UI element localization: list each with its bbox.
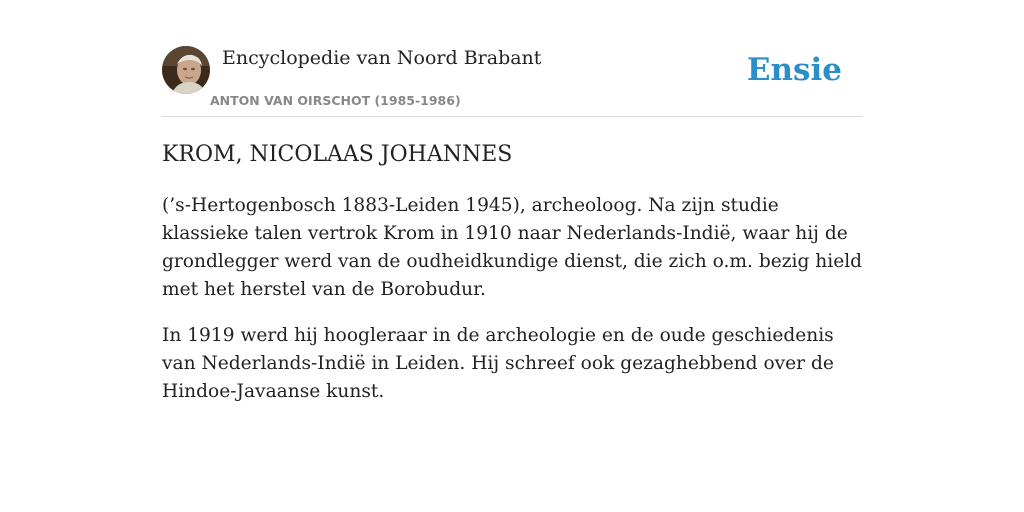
author-name[interactable]: ANTON VAN OIRSCHOT (1985-1986) [210, 93, 461, 108]
paragraph: In 1919 werd hij hoogleraar in de archeologie en de oude geschiedenis van Nederlands-Indië in Leiden. Hij schreef ook gezaghebbend over de Hindoe-Javaanse kunst. [162, 325, 834, 402]
paragraph: (’s-Hertogenbosch 1883-Leiden 1945), archeoloog. Na zijn studie klassieke talen vertrok Krom in 1910 naar Nederlands-Indië, waar hij de grondlegger werd van de oudheidkundige dienst, die zich o.m. bezig hield met het herstel van de Borobudur. [162, 195, 863, 300]
entry-body [162, 192, 867, 424]
author-avatar[interactable] [162, 46, 210, 94]
entry-title: KROM, NICOLAAS JOHANNES [162, 142, 513, 167]
source-title[interactable]: Encyclopedie van Noord Brabant [222, 47, 542, 69]
brand-logo[interactable]: Ensie [746, 52, 842, 88]
author-portrait-icon [162, 46, 210, 94]
header [162, 46, 862, 117]
